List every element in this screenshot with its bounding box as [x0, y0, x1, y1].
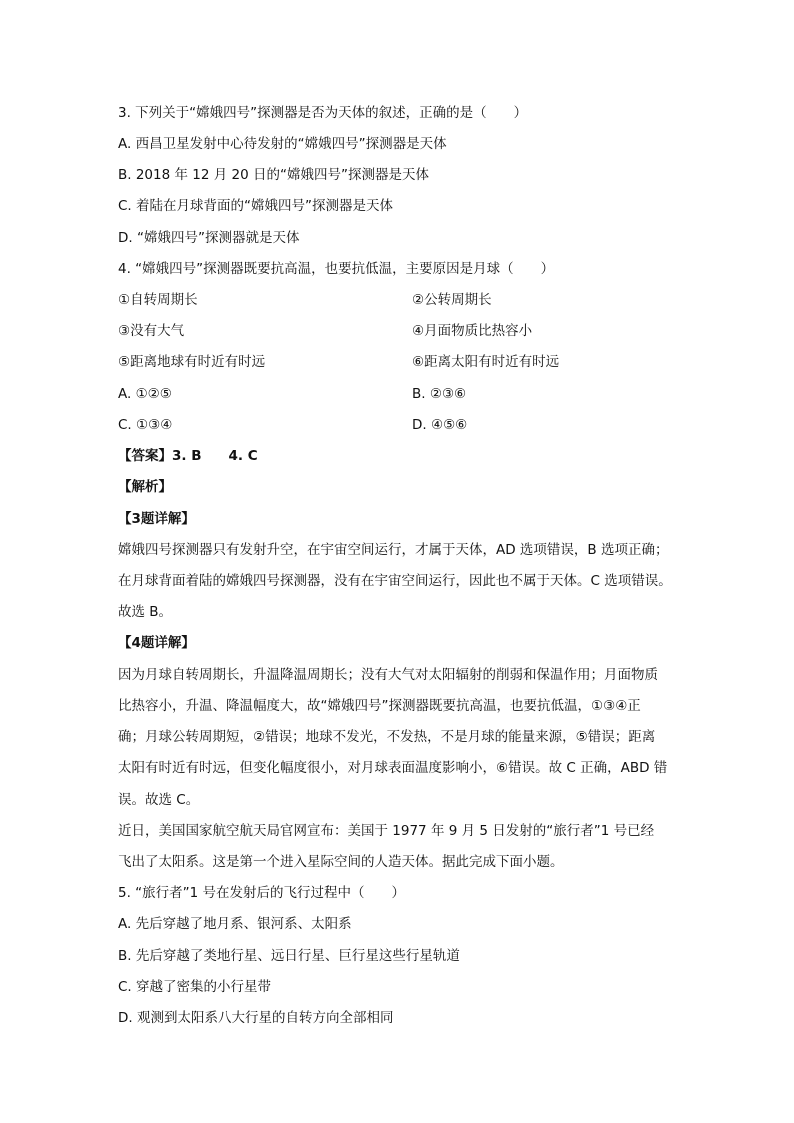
q5-stem: 5. “旅行者”1 号在发射后的飞行过程中（ ） [118, 885, 406, 901]
q3-option-c: C. 着陆在月球背面的“嫦娥四号”探测器是天体 [118, 198, 393, 214]
q3-detail-line: 故选 B。 [118, 604, 173, 620]
q4-detail-line: 因为月球自转周期长，升温降温周期长；没有大气对太阳辐射的削弱和保温作用；月面物质 [118, 667, 658, 683]
q3-detail-label: 【3题详解】 [118, 511, 195, 527]
q4-item-3: ③没有大气 [118, 323, 185, 339]
answer-line: 【答案】3. B 4. C [118, 448, 258, 464]
q4-item-1: ①自转周期长 [118, 292, 198, 308]
q5-option-d: D. 观测到太阳系八大行星的自转方向全部相同 [118, 1010, 394, 1026]
q3-option-b: B. 2018 年 12 月 20 日的“嫦娥四号”探测器是天体 [118, 167, 430, 183]
intro-line: 飞出了太阳系。这是第一个进入星际空间的人造天体。据此完成下面小题。 [118, 854, 564, 870]
q4-item-2: ②公转周期长 [412, 292, 492, 308]
q3-option-d: D. “嫦娥四号”探测器就是天体 [118, 230, 300, 246]
q5-option-b: B. 先后穿越了类地行星、远日行星、巨行星这些行星轨道 [118, 948, 460, 964]
q3-detail-line: 嫦娥四号探测器只有发射升空，在宇宙空间运行，才属于天体，AD 选项错误，B 选项正确； [118, 542, 669, 558]
q4-item-4: ④月面物质比热容小 [412, 323, 533, 339]
q4-detail-line: 误。故选 C。 [118, 792, 200, 808]
q3-stem: 3. 下列关于“嫦娥四号”探测器是否为天体的叙述，正确的是（ ） [118, 105, 528, 121]
q4-stem: 4. “嫦娥四号”探测器既要抗高温，也要抗低温，主要原因是月球（ ） [118, 261, 555, 277]
q4-item-6: ⑥距离太阳有时近有时远 [412, 354, 560, 370]
q4-option-b: B. ②③⑥ [412, 386, 467, 402]
q4-detail-line: 确；月球公转周期短，②错误；地球不发光，不发热，不是月球的能量来源，⑤错误；距离 [118, 729, 656, 745]
analysis-label: 【解析】 [118, 479, 172, 495]
q3-detail-line: 在月球背面着陆的嫦娥四号探测器，没有在宇宙空间运行，因此也不属于天体。C 选项错误。 [118, 573, 672, 589]
q4-option-c: C. ①③④ [118, 417, 173, 433]
intro-line: 近日，美国国家航空航天局官网宣布：美国于 1977 年 9 月 5 日发射的“旅行者”1 号已经 [118, 823, 655, 839]
q4-option-d: D. ④⑤⑥ [412, 417, 468, 433]
q4-item-5: ⑤距离地球有时近有时远 [118, 354, 266, 370]
q4-detail-line: 比热容小，升温、降温幅度大，故“嫦娥四号”探测器既要抗高温，也要抗低温，①③④正 [118, 698, 641, 714]
q3-option-a: A. 西昌卫星发射中心待发射的“嫦娥四号”探测器是天体 [118, 136, 447, 152]
q5-option-a: A. 先后穿越了地月系、银河系、太阳系 [118, 916, 352, 932]
q4-detail-label: 【4题详解】 [118, 635, 195, 651]
q4-detail-line: 太阳有时近有时远，但变化幅度很小，对月球表面温度影响小，⑥错误。故 C 正确，ABD 错 [118, 760, 668, 776]
q4-option-a: A. ①②⑤ [118, 386, 172, 402]
q5-option-c: C. 穿越了密集的小行星带 [118, 979, 272, 995]
